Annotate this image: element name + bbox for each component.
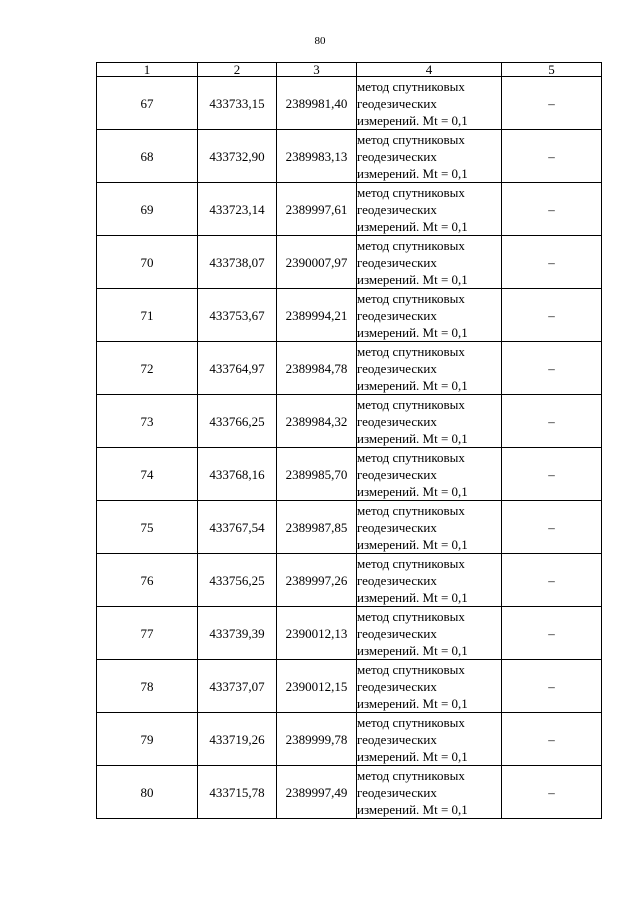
method-line: геодезических bbox=[357, 413, 437, 429]
point-number: 68 bbox=[97, 130, 198, 183]
column-header-2: 2 bbox=[198, 63, 277, 77]
method-line: измерений. Mt = 0,1 bbox=[357, 271, 468, 287]
point-number: 74 bbox=[97, 448, 198, 501]
coordinate-x: 433737,07 bbox=[198, 660, 277, 713]
method-line: геодезических bbox=[357, 625, 437, 641]
table-row bbox=[97, 342, 602, 395]
note-dash: – bbox=[502, 395, 602, 448]
method-line: метод спутниковых bbox=[357, 184, 465, 200]
method-line: измерений. Mt = 0,1 bbox=[357, 589, 468, 605]
column-header-3: 3 bbox=[277, 63, 357, 77]
method-line: метод спутниковых bbox=[357, 290, 465, 306]
method-line: геодезических bbox=[357, 307, 437, 323]
table-row bbox=[97, 236, 602, 289]
note-dash: – bbox=[502, 236, 602, 289]
note-dash: – bbox=[502, 554, 602, 607]
column-header-1: 1 bbox=[97, 63, 198, 77]
coordinate-x: 433756,25 bbox=[198, 554, 277, 607]
coordinate-x: 433768,16 bbox=[198, 448, 277, 501]
method-line: метод спутниковых bbox=[357, 343, 465, 359]
coordinate-x: 433733,15 bbox=[198, 77, 277, 130]
method-line: метод спутниковых bbox=[357, 78, 465, 94]
table-row bbox=[97, 660, 602, 713]
method-description bbox=[357, 448, 502, 501]
table-header-row bbox=[97, 63, 602, 77]
method-description bbox=[357, 607, 502, 660]
table-row bbox=[97, 130, 602, 183]
method-description bbox=[357, 554, 502, 607]
point-number: 67 bbox=[97, 77, 198, 130]
coordinate-y: 2389997,61 bbox=[277, 183, 357, 236]
method-line: геодезических bbox=[357, 678, 437, 694]
table-row bbox=[97, 77, 602, 130]
method-line: метод спутниковых bbox=[357, 555, 465, 571]
coordinate-y: 2390012,15 bbox=[277, 660, 357, 713]
method-line: геодезических bbox=[357, 148, 437, 164]
method-line: геодезических bbox=[357, 95, 437, 111]
method-line: геодезических bbox=[357, 784, 437, 800]
method-description bbox=[357, 766, 502, 819]
method-line: метод спутниковых bbox=[357, 449, 465, 465]
coordinate-y: 2389987,85 bbox=[277, 501, 357, 554]
method-line: измерений. Mt = 0,1 bbox=[357, 165, 468, 181]
coordinate-x: 433738,07 bbox=[198, 236, 277, 289]
coordinate-x: 433764,97 bbox=[198, 342, 277, 395]
method-line: метод спутниковых bbox=[357, 767, 465, 783]
point-number: 72 bbox=[97, 342, 198, 395]
note-dash: – bbox=[502, 660, 602, 713]
note-dash: – bbox=[502, 342, 602, 395]
coordinate-y: 2389997,26 bbox=[277, 554, 357, 607]
coordinate-x: 433723,14 bbox=[198, 183, 277, 236]
point-number: 78 bbox=[97, 660, 198, 713]
column-header-5: 5 bbox=[502, 63, 602, 77]
method-description bbox=[357, 395, 502, 448]
table-row bbox=[97, 289, 602, 342]
point-number: 71 bbox=[97, 289, 198, 342]
method-line: метод спутниковых bbox=[357, 714, 465, 730]
method-line: измерений. Mt = 0,1 bbox=[357, 695, 468, 711]
method-line: измерений. Mt = 0,1 bbox=[357, 536, 468, 552]
method-line: измерений. Mt = 0,1 bbox=[357, 801, 468, 817]
point-number: 69 bbox=[97, 183, 198, 236]
coordinate-y: 2389984,78 bbox=[277, 342, 357, 395]
note-dash: – bbox=[502, 766, 602, 819]
table-row bbox=[97, 554, 602, 607]
method-description bbox=[357, 236, 502, 289]
table-row bbox=[97, 183, 602, 236]
method-line: измерений. Mt = 0,1 bbox=[357, 642, 468, 658]
coordinate-y: 2390012,13 bbox=[277, 607, 357, 660]
method-line: измерений. Mt = 0,1 bbox=[357, 324, 468, 340]
note-dash: – bbox=[502, 713, 602, 766]
coordinate-y: 2389997,49 bbox=[277, 766, 357, 819]
method-line: геодезических bbox=[357, 731, 437, 747]
coordinate-x: 433739,39 bbox=[198, 607, 277, 660]
coordinate-y: 2389984,32 bbox=[277, 395, 357, 448]
table-row bbox=[97, 607, 602, 660]
note-dash: – bbox=[502, 130, 602, 183]
method-line: измерений. Mt = 0,1 bbox=[357, 483, 468, 499]
method-line: метод спутниковых bbox=[357, 131, 465, 147]
coordinate-y: 2389983,13 bbox=[277, 130, 357, 183]
table-row bbox=[97, 766, 602, 819]
method-line: геодезических bbox=[357, 360, 437, 376]
coordinate-x: 433732,90 bbox=[198, 130, 277, 183]
coordinate-y: 2389985,70 bbox=[277, 448, 357, 501]
method-line: геодезических bbox=[357, 466, 437, 482]
table-row bbox=[97, 448, 602, 501]
point-number: 75 bbox=[97, 501, 198, 554]
note-dash: – bbox=[502, 77, 602, 130]
column-header-4: 4 bbox=[357, 63, 502, 77]
page-number: 80 bbox=[314, 35, 326, 47]
method-description bbox=[357, 501, 502, 554]
method-line: геодезических bbox=[357, 254, 437, 270]
point-number: 76 bbox=[97, 554, 198, 607]
method-description bbox=[357, 77, 502, 130]
coordinate-y: 2389994,21 bbox=[277, 289, 357, 342]
method-line: измерений. Mt = 0,1 bbox=[357, 112, 468, 128]
method-line: метод спутниковых bbox=[357, 396, 465, 412]
note-dash: – bbox=[502, 183, 602, 236]
point-number: 73 bbox=[97, 395, 198, 448]
coordinate-x: 433719,26 bbox=[198, 713, 277, 766]
method-line: измерений. Mt = 0,1 bbox=[357, 748, 468, 764]
point-number: 79 bbox=[97, 713, 198, 766]
method-line: геодезических bbox=[357, 201, 437, 217]
method-description bbox=[357, 660, 502, 713]
coordinate-y: 2390007,97 bbox=[277, 236, 357, 289]
method-description bbox=[357, 342, 502, 395]
table-row bbox=[97, 501, 602, 554]
method-line: геодезических bbox=[357, 572, 437, 588]
method-line: метод спутниковых bbox=[357, 608, 465, 624]
method-line: измерений. Mt = 0,1 bbox=[357, 430, 468, 446]
method-line: измерений. Mt = 0,1 bbox=[357, 377, 468, 393]
method-line: метод спутниковых bbox=[357, 237, 465, 253]
note-dash: – bbox=[502, 501, 602, 554]
note-dash: – bbox=[502, 607, 602, 660]
point-number: 77 bbox=[97, 607, 198, 660]
table-row bbox=[97, 713, 602, 766]
coordinate-y: 2389999,78 bbox=[277, 713, 357, 766]
method-line: метод спутниковых bbox=[357, 661, 465, 677]
method-description bbox=[357, 130, 502, 183]
method-description bbox=[357, 713, 502, 766]
coordinate-x: 433766,25 bbox=[198, 395, 277, 448]
coordinate-x: 433753,67 bbox=[198, 289, 277, 342]
coordinate-x: 433715,78 bbox=[198, 766, 277, 819]
table-row bbox=[97, 395, 602, 448]
coordinate-x: 433767,54 bbox=[198, 501, 277, 554]
coordinates-table bbox=[96, 62, 602, 819]
note-dash: – bbox=[502, 289, 602, 342]
method-line: измерений. Mt = 0,1 bbox=[357, 218, 468, 234]
table-body bbox=[97, 77, 602, 819]
method-line: метод спутниковых bbox=[357, 502, 465, 518]
point-number: 80 bbox=[97, 766, 198, 819]
note-dash: – bbox=[502, 448, 602, 501]
coordinate-y: 2389981,40 bbox=[277, 77, 357, 130]
point-number: 70 bbox=[97, 236, 198, 289]
method-line: геодезических bbox=[357, 519, 437, 535]
method-description bbox=[357, 289, 502, 342]
method-description bbox=[357, 183, 502, 236]
